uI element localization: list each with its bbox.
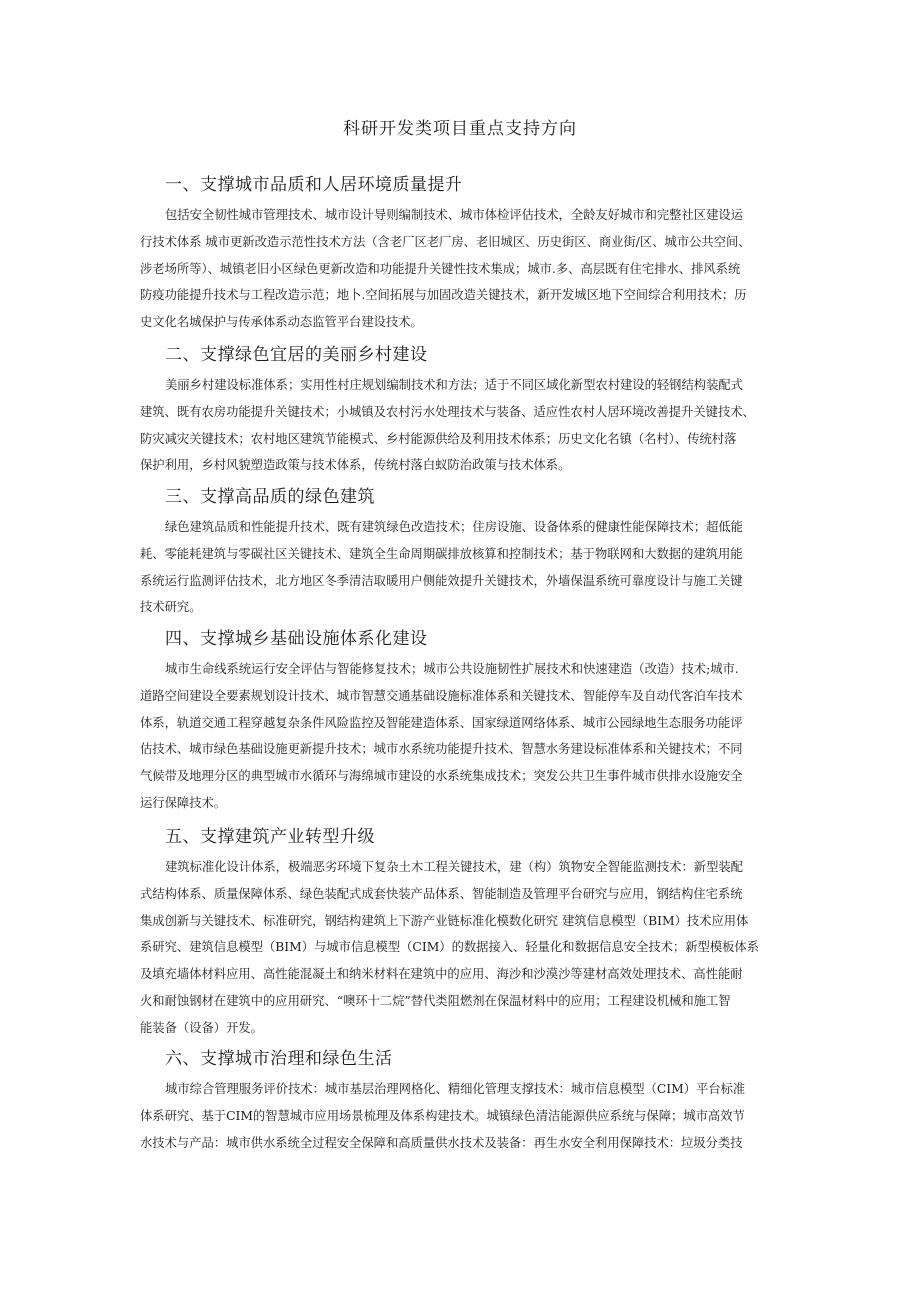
paragraph-line: 集成创新与关键技术、标准研究，钢结构建筑上下游产业链标准化模数化研究 建筑信息模型（BIM）技术应用体: [140, 913, 749, 928]
section-heading-3: 三、支撑高品质的绿色建筑: [165, 487, 375, 507]
section-body-2: [140, 372, 786, 479]
section-body-5: [140, 854, 786, 1042]
paragraph-line: 史文化名城保护与传承体系动态监管平台建设技术。: [140, 315, 423, 330]
paragraph-line: 建筑、既有农房功能提升关键技术；小城镇及农村污水处理技术与装备、适应性农村人居环境改善提升关键技术、: [140, 404, 755, 419]
paragraph-line: 能装备（设备）开发。: [140, 1020, 263, 1035]
paragraph-line: 运行保障技术。: [140, 795, 227, 810]
paragraph-line: 城市生命线系统运行安全评估与智能修复技术；城市公共设施韧性扩展技术和快速建造（改造）技术;城市.: [165, 662, 739, 676]
paragraph-line: 城市综合管理服务评价技术：城市基层治理网格化、精细化管理支撑技术：城市信息模型（CIM）平台标准: [165, 1082, 746, 1096]
document-title: 科研开发类项目重点支持方向: [343, 119, 577, 139]
paragraph-line: 行技术体系 城市更新改造示范性技术方法（含老厂区老厂房、老旧城区、历史街区、商业街/区、城市公共空间、: [140, 234, 751, 249]
paragraph-line: 系统运行监测评估技术，北方地区冬季清洁取暖用户侧能效提升关键技术，外墙保温系统可靠度设计与施工关键: [140, 573, 743, 588]
paragraph-line: 涉老场所等）、城镇老旧小区绿色更新改造和功能提升关键性技术集成；城市.多、高层既有住宅排水、排风系统: [140, 261, 741, 276]
paragraph-line: 估技术、城市绿色基础设施更新提升技术；城市水系统功能提升技术、智慧水务建设标准体系和关键技术；不同: [140, 742, 743, 757]
section-body-3: [140, 514, 786, 621]
section-body-4: [140, 656, 786, 817]
paragraph-line: 防灾减灾关键技术；农村地区建筑节能模式、乡村能源供给及利用技术体系；历史文化名镇（名村）、传统村落: [140, 431, 737, 446]
paragraph-line: 耗、零能耗建筑与零碳社区关键技术、建筑全生命周期碳排放核算和控制技术；基于物联网和大数据的建筑用能: [140, 546, 743, 561]
paragraph-line: 系研究、建筑信息模型（BIM）与城市信息模型（CIM）的数据接入、轻量化和数据信息安全技术；新型模板体系: [140, 940, 760, 955]
paragraph-line: 防疫功能提升技术与工程改造示范；地卜.空间拓展与加固改造关键技术，新开发城区地下空间综合利用技术；历: [140, 288, 747, 303]
section-body-1: [140, 202, 786, 336]
paragraph-line: 技术研究。: [140, 600, 202, 615]
paragraph-line: 及填充墙体材料应用、高性能混凝土和纳米材料在建筑中的应用、海沙和沙漠沙等建材高效处理技术、高性能耐: [140, 967, 743, 982]
section-body-6: [140, 1076, 786, 1156]
paragraph-line: 包括安全韧性城市管理技术、城市设计导则编制技术、城市体检评估技术，全龄友好城市和完整社区建设运: [165, 208, 743, 222]
section-heading-2: 二、支撑绿色宜居的美丽乡村建设: [165, 345, 428, 365]
paragraph-line: 保护利用，乡村风貌塑造政策与技术体系，传统村落白蚁防治政策与技术体系。: [140, 458, 571, 473]
paragraph-line: 绿色建筑品质和性能提升技术、既有建筑绿色改造技术；住房设施、设备体系的健康性能保障技术；超低能: [165, 520, 743, 534]
paragraph-line: 道路空间建设全要素规划设计技术、城市智慧交通基础设施标准体系和关键技术、智能停车及自动代客泊车技术: [140, 688, 743, 703]
paragraph-line: 建筑标准化设计体系，极端恶劣环境下复杂土木工程关键技术，建（构）筑物安全智能监测技术：新型装配: [165, 860, 743, 874]
section-heading-1: 一、支撑城市品质和人居环境质量提升: [165, 175, 463, 195]
section-heading-4: 四、支撑城乡基础设施体系化建设: [165, 629, 428, 649]
paragraph-line: 火和耐蚀钢材在建筑中的应用研究、“噢环十二烷”替代类阻燃剂在保温材料中的应用；工程建设机械和施工智: [140, 993, 731, 1008]
paragraph-line: 美丽乡村建设标准体系；实用性村庄规划编制技术和方法；适于不同区域化新型农村建设的轻钢结构装配式: [165, 378, 743, 392]
paragraph-line: 水技术与产品：城市供水系统全过程安全保障和高质量供水技术及装备：再生水安全利用保障技术：垃圾分类技: [140, 1135, 743, 1150]
paragraph-line: 式结构体系、质量保障体系、绿色装配式成套快装产品体系、智能制造及管理平台研究与应用，钢结构住宅系统: [140, 886, 743, 901]
paragraph-line: 体系研究、基于CIM的智慧城市应用场景梳理及体系构建技术。城镇绿色清洁能源供应系统与保障；城市高效节: [140, 1108, 745, 1123]
paragraph-line: 体系，轨道交通工程穿越复杂条件风险监控及智能建造体系、国家绿道网络体系、城市公园绿地生态服务功能评: [140, 715, 743, 730]
section-heading-6: 六、支撑城市治理和绿色生活: [165, 1049, 393, 1069]
paragraph-line: 气候带及地理分区的典型城市水循环与海绵城市建设的水系统集成技术；突发公共卫生事件城市供排水设施安全: [140, 769, 743, 784]
section-heading-5: 五、支撑建筑产业转型升级: [165, 827, 375, 847]
